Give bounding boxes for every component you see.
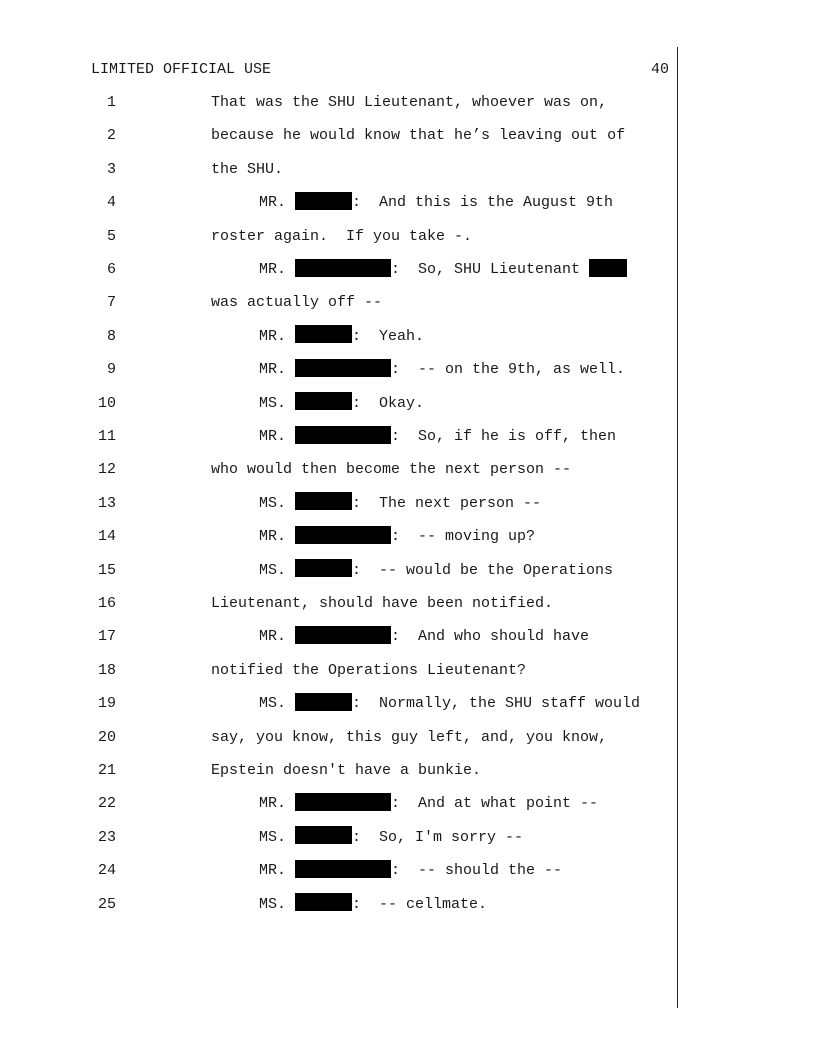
line-text-segment: Epstein doesn't have a bunkie. <box>211 762 482 779</box>
line-number: 9 <box>106 361 116 379</box>
line-number: 6 <box>106 261 116 278</box>
redaction-box <box>295 259 391 277</box>
line-text <box>259 327 424 347</box>
line-text <box>211 460 571 480</box>
line-text-segment: : -- would be the Operations <box>352 561 614 579</box>
line-number: 12 <box>97 461 116 479</box>
line-text <box>211 227 472 247</box>
redaction-box <box>295 426 391 444</box>
line-text-segment: : So, if he is off, then <box>391 428 617 445</box>
line-text-segment: Lieutenant, should have been notified. <box>211 595 554 612</box>
line-text <box>259 494 541 514</box>
line-text-segment: MR. <box>259 528 296 546</box>
line-text-segment: MS. <box>259 895 296 913</box>
transcript-line <box>0 193 816 213</box>
line-number: 25 <box>97 895 116 913</box>
redaction-box <box>295 626 391 644</box>
transcript-line <box>0 794 816 814</box>
transcript-line <box>0 160 816 180</box>
line-text-segment: That was the SHU Lieutenant, whoever was on, <box>211 94 608 111</box>
redaction-box <box>589 259 627 277</box>
redaction-box <box>295 693 352 711</box>
redaction-box <box>295 359 391 377</box>
transcript-line <box>0 895 816 915</box>
line-text-segment: was actually off -- <box>211 294 383 312</box>
line-number: 15 <box>97 561 116 579</box>
line-number: 19 <box>97 695 116 713</box>
transcript-line <box>0 761 816 781</box>
line-number: 4 <box>106 194 116 212</box>
line-text <box>211 160 283 180</box>
line-text-segment: MR. <box>259 795 296 813</box>
line-text <box>211 594 553 614</box>
transcript-line <box>0 661 816 681</box>
transcript-line <box>0 427 816 447</box>
transcript-line <box>0 527 816 547</box>
line-text-segment: : -- on the 9th, as well. <box>391 361 626 379</box>
line-text-segment: : -- moving up? <box>391 528 536 546</box>
line-text-segment: MS. <box>259 394 296 412</box>
line-text <box>259 694 640 714</box>
line-text-segment: : So, I'm sorry -- <box>352 828 524 846</box>
line-text-segment: notified the Operations Lieutenant? <box>211 661 527 679</box>
line-text-segment: : Normally, the SHU staff would <box>352 695 641 713</box>
classification-header: LIMITED OFFICIAL USE <box>91 61 272 78</box>
transcript-line <box>0 728 816 748</box>
transcript-line <box>0 394 816 414</box>
line-text-segment: : Yeah. <box>352 327 425 345</box>
line-text <box>211 761 481 781</box>
line-text-segment: : And at what point -- <box>391 795 599 813</box>
transcript-line <box>0 260 816 280</box>
line-text-segment: the SHU. <box>211 160 284 178</box>
line-text <box>259 427 616 447</box>
line-number: 7 <box>106 294 116 312</box>
line-text <box>259 861 562 881</box>
line-number: 13 <box>97 494 116 512</box>
line-text <box>211 293 382 313</box>
line-text <box>211 661 526 681</box>
line-text <box>259 895 487 915</box>
line-number: 1 <box>106 94 116 111</box>
line-number: 16 <box>97 595 116 612</box>
transcript-line <box>0 861 816 881</box>
line-text <box>211 126 625 146</box>
line-text-segment: MR. <box>259 261 296 278</box>
line-text <box>259 394 424 414</box>
line-text <box>259 527 535 547</box>
line-text <box>259 193 613 213</box>
line-text-segment: : So, SHU Lieutenant <box>391 261 590 278</box>
redaction-box <box>295 392 352 410</box>
line-text <box>259 260 627 280</box>
line-text-segment: because he would know that he’s leaving out of <box>211 127 626 145</box>
transcript-line <box>0 360 816 380</box>
line-text-segment: MR. <box>259 361 296 379</box>
line-text-segment: MS. <box>259 695 296 713</box>
line-text-segment: : The next person -- <box>352 494 542 512</box>
line-text <box>259 794 598 814</box>
transcript-line <box>0 627 816 647</box>
transcript-line <box>0 828 816 848</box>
transcript-line <box>0 293 816 313</box>
line-text-segment: MS. <box>259 494 296 512</box>
line-number: 23 <box>97 828 116 846</box>
redaction-box <box>295 192 352 210</box>
line-text-segment: : -- cellmate. <box>352 895 488 913</box>
line-text-segment: MR. <box>259 628 296 646</box>
line-number: 8 <box>106 327 116 345</box>
line-text-segment: MS. <box>259 561 296 579</box>
line-number: 14 <box>97 528 116 546</box>
line-number: 11 <box>97 428 116 445</box>
line-number: 24 <box>97 862 116 880</box>
transcript-line <box>0 494 816 514</box>
line-number: 5 <box>106 227 116 245</box>
line-text <box>259 561 613 581</box>
redaction-box <box>295 793 391 811</box>
line-text <box>211 728 607 748</box>
redaction-box <box>295 492 352 510</box>
redaction-box <box>295 826 352 844</box>
redaction-box <box>295 526 391 544</box>
redaction-box <box>295 325 352 343</box>
transcript-line <box>0 460 816 480</box>
line-text-segment: who would then become the next person -- <box>211 461 572 479</box>
line-number: 22 <box>97 795 116 813</box>
line-text-segment: roster again. If you take -. <box>211 227 473 245</box>
transcript-line <box>0 327 816 347</box>
line-text <box>259 627 589 647</box>
line-text-segment: MS. <box>259 828 296 846</box>
page-number: 40 <box>650 61 669 78</box>
redaction-box <box>295 559 352 577</box>
line-number: 3 <box>106 160 116 178</box>
line-text-segment: MR. <box>259 862 296 880</box>
line-text-segment: MR. <box>259 194 296 212</box>
redaction-box <box>295 860 391 878</box>
line-text-segment: : -- should the -- <box>391 862 563 880</box>
transcript-line <box>0 561 816 581</box>
line-number: 10 <box>97 394 116 412</box>
line-number: 21 <box>97 762 116 779</box>
line-text-segment: : And who should have <box>391 628 590 646</box>
line-text <box>259 828 523 848</box>
line-text <box>259 360 625 380</box>
redaction-box <box>295 893 352 911</box>
line-text-segment: MR. <box>259 428 296 445</box>
line-number: 17 <box>97 628 116 646</box>
line-text <box>211 93 607 113</box>
transcript-line <box>0 694 816 714</box>
line-number: 2 <box>106 127 116 145</box>
line-text-segment: MR. <box>259 327 296 345</box>
transcript-line <box>0 594 816 614</box>
line-number: 18 <box>97 661 116 679</box>
line-number: 20 <box>97 728 116 746</box>
line-text-segment: say, you know, this guy left, and, you know, <box>211 728 608 746</box>
line-text-segment: : And this is the August 9th <box>352 194 614 212</box>
line-text-segment: : Okay. <box>352 394 425 412</box>
transcript-line <box>0 227 816 247</box>
transcript-line <box>0 126 816 146</box>
transcript-line <box>0 93 816 113</box>
